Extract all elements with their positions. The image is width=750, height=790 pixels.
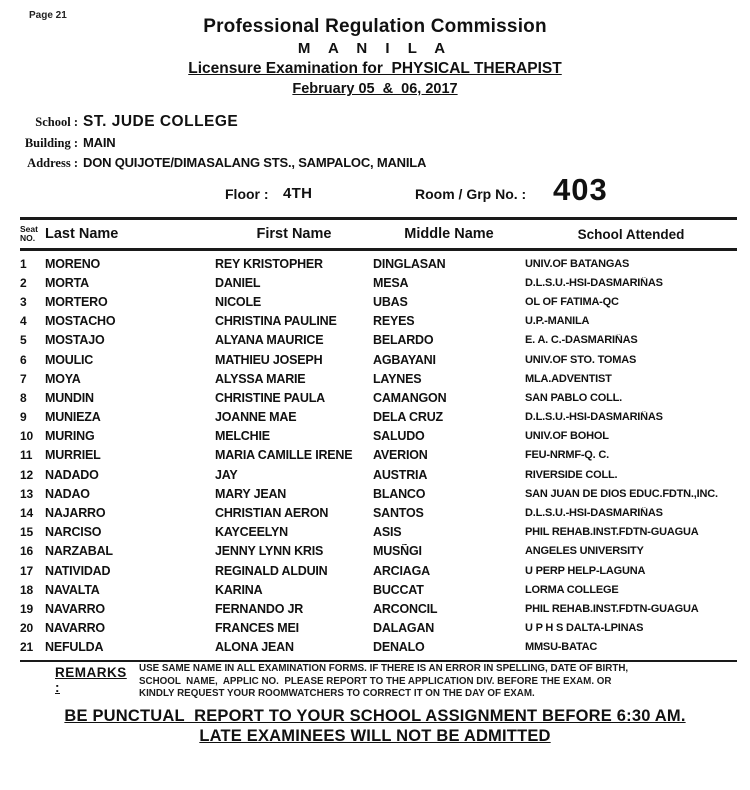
last-cell: NADADO <box>45 467 99 482</box>
seat-cell: 15 <box>20 525 33 540</box>
middle-cell: MESA <box>373 275 409 290</box>
school-cell: D.L.S.U.-HSI-DASMARIÑAS <box>525 507 663 520</box>
last-cell: MORTA <box>45 275 89 290</box>
middle-cell: UBAS <box>373 294 408 309</box>
school-cell: U P H S DALTA-LPINAS <box>525 622 644 635</box>
seat-cell: 3 <box>20 294 27 309</box>
room-label: Room / Grp No. : <box>415 186 527 202</box>
last-cell: MOSTACHO <box>45 314 116 329</box>
table-row <box>20 580 737 599</box>
first-cell: DANIEL <box>215 275 261 290</box>
remarks-line: USE SAME NAME IN ALL EXAMINATION FORMS. IF THERE IS AN ERROR IN SPELLING, DATE OF BIRTH, <box>139 663 629 674</box>
school-cell: UNIV.OF BATANGAS <box>525 257 630 270</box>
seat-cell: 7 <box>20 371 27 386</box>
school-cell: LORMA COLLEGE <box>525 583 619 596</box>
seat-cell: 13 <box>20 486 33 501</box>
floor-room-row <box>0 172 750 212</box>
school-cell: OL OF FATIMA-QC <box>525 295 619 308</box>
seat-cell: 4 <box>20 314 27 329</box>
remarks-text <box>139 663 628 701</box>
middle-cell: BELARDO <box>373 333 434 348</box>
seat-cell: 16 <box>20 544 33 559</box>
table-body <box>20 251 737 660</box>
last-cell: MUNDIN <box>45 390 94 405</box>
first-name-header: First Name <box>256 226 332 242</box>
table-row <box>20 350 737 369</box>
seat-cell: 6 <box>20 352 27 367</box>
building-name: MAIN <box>83 135 116 150</box>
middle-cell: MUSÑGI <box>373 544 422 559</box>
first-cell: CHRISTINE PAULA <box>215 390 325 405</box>
table-row <box>20 465 737 484</box>
commission-title: Professional Regulation Commission <box>203 16 547 37</box>
table-row <box>20 273 737 292</box>
punctual-notice: BE PUNCTUAL REPORT TO YOUR SCHOOL ASSIGNMENT BEFORE 6:30 AM. <box>64 707 686 725</box>
school-cell: PHIL REHAB.INST.FDTN-GUAGUA <box>525 602 699 615</box>
first-cell: MELCHIE <box>215 429 270 444</box>
seat-cell: 10 <box>20 429 33 444</box>
table-row <box>20 599 737 618</box>
last-cell: MURING <box>45 429 95 444</box>
last-cell: NARZABAL <box>45 544 113 559</box>
exam-title: Licensure Examination for PHYSICAL THERAPIST <box>188 60 562 77</box>
remarks-line: KINDLY REQUEST YOUR ROOMWATCHERS TO CORRECT IT ON THE DAY OF EXAM. <box>139 688 535 699</box>
examinees-table <box>20 217 737 662</box>
middle-cell: SANTOS <box>373 506 424 521</box>
school-cell: E. A. C.-DASMARIÑAS <box>525 334 638 347</box>
last-cell: MUNIEZA <box>45 410 101 425</box>
last-cell: NATIVIDAD <box>45 563 111 578</box>
first-cell: ALYSSA MARIE <box>215 371 306 386</box>
table-row <box>20 619 737 638</box>
floor-label: Floor : <box>225 186 269 202</box>
first-cell: REY KRISTOPHER <box>215 256 323 271</box>
late-notice: LATE EXAMINEES WILL NOT BE ADMITTED <box>199 727 551 745</box>
last-cell: MORENO <box>45 256 101 271</box>
seat-cell: 19 <box>20 601 33 616</box>
school-cell: FEU-NRMF-Q. C. <box>525 449 609 462</box>
first-cell: FERNANDO JR <box>215 601 304 616</box>
remarks-section <box>55 663 715 701</box>
middle-cell: LAYNES <box>373 371 422 386</box>
table-row <box>20 388 737 407</box>
first-cell: JENNY LYNN KRIS <box>215 544 324 559</box>
middle-cell: DENALO <box>373 640 425 655</box>
table-row <box>20 312 737 331</box>
first-cell: KAYCEELYN <box>215 525 288 540</box>
remarks-label: REMARKS : <box>55 665 127 695</box>
middle-cell: ARCIAGA <box>373 563 430 578</box>
middle-cell: DELA CRUZ <box>373 410 443 425</box>
first-cell: JOANNE MAE <box>215 410 297 425</box>
middle-cell: AVERION <box>373 448 428 463</box>
middle-cell: BLANCO <box>373 486 426 501</box>
last-cell: NADAO <box>45 486 90 501</box>
school-cell: MMSU-BATAC <box>525 641 598 654</box>
floor-value: 4TH <box>283 185 313 202</box>
exam-date: February 05 & 06, 2017 <box>292 81 458 97</box>
page-number-label: Page 21 <box>29 10 67 21</box>
last-cell: MOSTAJO <box>45 333 105 348</box>
seat-cell: 1 <box>20 256 27 271</box>
table-header-row <box>20 220 737 248</box>
seat-cell: 5 <box>20 333 27 348</box>
seat-cell: 12 <box>20 467 33 482</box>
last-cell: NAJARRO <box>45 506 106 521</box>
school-cell: MLA.ADVENTIST <box>525 372 612 385</box>
middle-cell: ASIS <box>373 525 402 540</box>
first-cell: JAY <box>215 467 238 482</box>
address-value: DON QUIJOTE/DIMASALANG STS., SAMPALOC, MANILA <box>83 155 427 170</box>
school-cell: SAN PABLO COLL. <box>525 391 623 404</box>
remarks-line: SCHOOL NAME, APPLIC NO. PLEASE REPORT TO THE APPLICATION DIV. BEFORE THE EXAM. OR <box>139 675 612 687</box>
table-row <box>20 254 737 273</box>
middle-cell: DALAGAN <box>373 621 435 636</box>
table-row <box>20 542 737 561</box>
school-cell: SAN JUAN DE DIOS EDUC.FDTN.,INC. <box>525 487 718 500</box>
seat-cell: 21 <box>20 640 33 655</box>
first-cell: REGINALD ALDUIN <box>215 563 328 578</box>
last-cell: MOYA <box>45 371 81 386</box>
last-cell: NAVARRO <box>45 621 105 636</box>
first-cell: FRANCES MEI <box>215 621 299 636</box>
last-name-header: Last Name <box>45 226 119 242</box>
school-cell: UNIV.OF STO. TOMAS <box>525 353 637 366</box>
school-cell: PHIL REHAB.INST.FDTN-GUAGUA <box>525 526 699 539</box>
last-cell: MURRIEL <box>45 448 101 463</box>
middle-cell: AUSTRIA <box>373 467 428 482</box>
school-name: ST. JUDE COLLEGE <box>83 113 239 130</box>
table-row <box>20 369 737 388</box>
middle-cell: REYES <box>373 314 415 329</box>
city-title: M A N I L A <box>297 40 453 57</box>
table-row <box>20 503 737 522</box>
building-label: Building : <box>24 136 78 150</box>
first-cell: MATHIEU JOSEPH <box>215 352 323 367</box>
seat-cell: 8 <box>20 390 27 405</box>
school-label: School : <box>35 115 78 129</box>
first-cell: MARIA CAMILLE IRENE <box>215 448 353 463</box>
table-row <box>20 561 737 580</box>
document-header <box>0 16 750 97</box>
seat-cell: 2 <box>20 275 27 290</box>
last-cell: NARCISO <box>45 525 102 540</box>
last-cell: NEFULDA <box>45 640 104 655</box>
middle-cell: SALUDO <box>373 429 425 444</box>
table-row <box>20 484 737 503</box>
seat-cell: 20 <box>20 621 33 636</box>
school-cell: U.P.-MANILA <box>525 315 590 328</box>
seat-cell: 9 <box>20 410 27 425</box>
first-cell: CHRISTIAN AERON <box>215 506 329 521</box>
middle-name-header: Middle Name <box>404 226 494 242</box>
first-cell: NICOLE <box>215 294 262 309</box>
first-cell: KARINA <box>215 582 263 597</box>
address-label: Address : <box>27 156 78 170</box>
school-cell: ANGELES UNIVERSITY <box>525 545 644 558</box>
middle-cell: CAMANGON <box>373 390 447 405</box>
last-cell: MORTERO <box>45 294 108 309</box>
middle-cell: AGBAYANI <box>373 352 436 367</box>
seat-cell: 18 <box>20 582 33 597</box>
seat-cell: 14 <box>20 506 33 521</box>
school-cell: RIVERSIDE COLL. <box>525 468 618 481</box>
room-number: 403 <box>553 172 608 207</box>
last-cell: NAVARRO <box>45 601 105 616</box>
first-cell: CHRISTINA PAULINE <box>215 314 337 329</box>
school-cell: D.L.S.U.-HSI-DASMARIÑAS <box>525 276 663 289</box>
school-cell: U PERP HELP-LAGUNA <box>525 564 646 577</box>
school-cell: UNIV.OF BOHOL <box>525 430 609 443</box>
table-row <box>20 638 737 657</box>
school-attended-header: School Attended <box>577 226 685 242</box>
seat-no-header: Seat NO. <box>20 224 38 243</box>
middle-cell: ARCONCIL <box>373 601 438 616</box>
table-row <box>20 292 737 311</box>
first-cell: MARY JEAN <box>215 486 287 501</box>
table-row <box>20 523 737 542</box>
table-row <box>20 408 737 427</box>
table-row <box>20 446 737 465</box>
last-cell: MOULIC <box>45 352 94 367</box>
table-bottom-rule <box>20 660 737 662</box>
first-cell: ALONA JEAN <box>215 640 294 655</box>
last-cell: NAVALTA <box>45 582 100 597</box>
school-cell: D.L.S.U.-HSI-DASMARIÑAS <box>525 411 663 424</box>
middle-cell: DINGLASAN <box>373 256 446 271</box>
seat-cell: 11 <box>20 448 33 463</box>
school-info <box>0 113 750 173</box>
middle-cell: BUCCAT <box>373 582 424 597</box>
seat-cell: 17 <box>20 563 33 578</box>
first-cell: ALYANA MAURICE <box>215 333 324 348</box>
table-row <box>20 331 737 350</box>
table-row <box>20 427 737 446</box>
